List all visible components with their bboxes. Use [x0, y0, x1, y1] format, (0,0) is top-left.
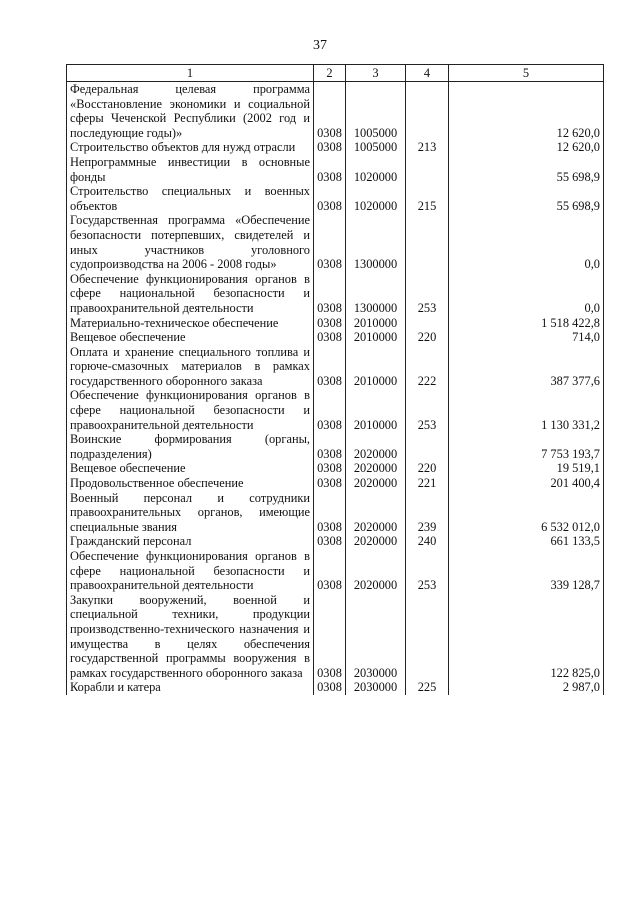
table-row — [67, 330, 604, 345]
row-name: Обеспечение функционирования органов в сфере национальной безопасности и правоохранительной деятельности — [67, 388, 314, 432]
table-row — [67, 461, 604, 476]
table-header-row — [67, 65, 604, 82]
row-section-code: 0308 — [314, 593, 346, 681]
row-amount: 12 620,0 — [449, 140, 604, 155]
row-article-code: 2010000 — [346, 316, 406, 331]
row-article-code: 2010000 — [346, 388, 406, 432]
row-expense-type — [406, 82, 449, 141]
row-amount: 1 130 331,2 — [449, 388, 604, 432]
row-name: Федеральная целевая программа «Восстановление экономики и социальной сферы Чеченской Республики (2002 год и последующие годы)» — [67, 82, 314, 141]
row-section-code: 0308 — [314, 549, 346, 593]
row-amount: 122 825,0 — [449, 593, 604, 681]
row-name: Обеспечение функционирования органов в сфере национальной безопасности и правоохранительной деятельности — [67, 272, 314, 316]
row-article-code: 2030000 — [346, 680, 406, 695]
row-name: Воинские формирования (органы, подразделения) — [67, 432, 314, 461]
row-expense-type — [406, 316, 449, 331]
row-article-code: 2030000 — [346, 593, 406, 681]
table-row — [67, 491, 604, 535]
table-row — [67, 184, 604, 213]
row-expense-type: 253 — [406, 388, 449, 432]
row-name: Материально-техническое обеспечение — [67, 316, 314, 331]
row-expense-type: 240 — [406, 534, 449, 549]
row-amount: 0,0 — [449, 272, 604, 316]
row-amount: 201 400,4 — [449, 476, 604, 491]
row-article-code: 1020000 — [346, 155, 406, 184]
row-amount: 661 133,5 — [449, 534, 604, 549]
row-amount: 12 620,0 — [449, 82, 604, 141]
row-section-code: 0308 — [314, 213, 346, 271]
row-section-code: 0308 — [314, 534, 346, 549]
row-article-code: 2020000 — [346, 476, 406, 491]
row-amount: 19 519,1 — [449, 461, 604, 476]
row-section-code: 0308 — [314, 155, 346, 184]
row-amount: 2 987,0 — [449, 680, 604, 695]
row-name: Военный персонал и сотрудники правоохранительных органов, имеющие специальные звания — [67, 491, 314, 535]
row-section-code: 0308 — [314, 140, 346, 155]
row-expense-type: 222 — [406, 345, 449, 389]
row-section-code: 0308 — [314, 330, 346, 345]
row-article-code: 2010000 — [346, 330, 406, 345]
row-name: Продовольственное обеспечение — [67, 476, 314, 491]
row-name: Вещевое обеспечение — [67, 461, 314, 476]
header-col-4: 4 — [406, 65, 449, 82]
table-row — [67, 272, 604, 316]
row-article-code: 2020000 — [346, 432, 406, 461]
table-row — [67, 316, 604, 331]
table-row — [67, 155, 604, 184]
row-amount: 7 753 193,7 — [449, 432, 604, 461]
row-section-code: 0308 — [314, 476, 346, 491]
table-body — [67, 82, 604, 695]
row-section-code: 0308 — [314, 345, 346, 389]
table-row — [67, 82, 604, 141]
row-amount: 55 698,9 — [449, 184, 604, 213]
row-section-code: 0308 — [314, 461, 346, 476]
table-row — [67, 476, 604, 491]
row-name: Корабли и катера — [67, 680, 314, 695]
row-amount: 6 532 012,0 — [449, 491, 604, 535]
row-name: Гражданский персонал — [67, 534, 314, 549]
row-name: Строительство специальных и военных объектов — [67, 184, 314, 213]
row-amount: 714,0 — [449, 330, 604, 345]
row-expense-type — [406, 155, 449, 184]
row-name: Закупки вооружений, военной и специальной техники, продукции производственно-технического назначения и имущества в целях обеспечения государственной программы вооружения в рамках государственного оборонного заказа — [67, 593, 314, 681]
row-section-code: 0308 — [314, 680, 346, 695]
row-section-code: 0308 — [314, 82, 346, 141]
row-amount: 55 698,9 — [449, 155, 604, 184]
row-name: Оплата и хранение специального топлива и горюче-смазочных материалов в рамках государственного оборонного заказа — [67, 345, 314, 389]
table-row — [67, 432, 604, 461]
row-article-code: 1005000 — [346, 140, 406, 155]
row-expense-type: 225 — [406, 680, 449, 695]
row-section-code: 0308 — [314, 316, 346, 331]
row-expense-type: 239 — [406, 491, 449, 535]
row-expense-type — [406, 213, 449, 271]
row-section-code: 0308 — [314, 184, 346, 213]
row-article-code: 2010000 — [346, 345, 406, 389]
row-amount: 387 377,6 — [449, 345, 604, 389]
row-expense-type — [406, 593, 449, 681]
row-section-code: 0308 — [314, 272, 346, 316]
row-amount: 339 128,7 — [449, 549, 604, 593]
row-expense-type — [406, 432, 449, 461]
page-number: 37 — [313, 38, 327, 53]
row-name: Обеспечение функционирования органов в сфере национальной безопасности и правоохранительной деятельности — [67, 549, 314, 593]
row-expense-type: 221 — [406, 476, 449, 491]
header-col-2: 2 — [314, 65, 346, 82]
table-row — [67, 140, 604, 155]
row-name: Непрограммные инвестиции в основные фонды — [67, 155, 314, 184]
table-row — [67, 534, 604, 549]
budget-table — [66, 64, 604, 695]
row-section-code: 0308 — [314, 491, 346, 535]
row-article-code: 2020000 — [346, 534, 406, 549]
row-amount: 0,0 — [449, 213, 604, 271]
row-name: Строительство объектов для нужд отрасли — [67, 140, 314, 155]
row-name: Государственная программа «Обеспечение безопасности потерпевших, свидетелей и иных участников уголовного судопроизводства на 2006 - 2008 годы» — [67, 213, 314, 271]
table-row — [67, 680, 604, 695]
row-expense-type: 253 — [406, 549, 449, 593]
table-row — [67, 213, 604, 271]
row-expense-type: 220 — [406, 330, 449, 345]
row-section-code: 0308 — [314, 432, 346, 461]
row-article-code: 2020000 — [346, 491, 406, 535]
row-article-code: 1300000 — [346, 213, 406, 271]
table-row — [67, 345, 604, 389]
row-name: Вещевое обеспечение — [67, 330, 314, 345]
row-article-code: 2020000 — [346, 549, 406, 593]
row-article-code: 2020000 — [346, 461, 406, 476]
header-col-5: 5 — [449, 65, 604, 82]
table-row — [67, 549, 604, 593]
row-expense-type: 253 — [406, 272, 449, 316]
table-row — [67, 388, 604, 432]
row-section-code: 0308 — [314, 388, 346, 432]
row-article-code: 1005000 — [346, 82, 406, 141]
row-article-code: 1300000 — [346, 272, 406, 316]
row-expense-type: 220 — [406, 461, 449, 476]
row-article-code: 1020000 — [346, 184, 406, 213]
header-col-3: 3 — [346, 65, 406, 82]
row-expense-type: 215 — [406, 184, 449, 213]
row-amount: 1 518 422,8 — [449, 316, 604, 331]
row-expense-type: 213 — [406, 140, 449, 155]
table-row — [67, 593, 604, 681]
header-col-1: 1 — [67, 65, 314, 82]
